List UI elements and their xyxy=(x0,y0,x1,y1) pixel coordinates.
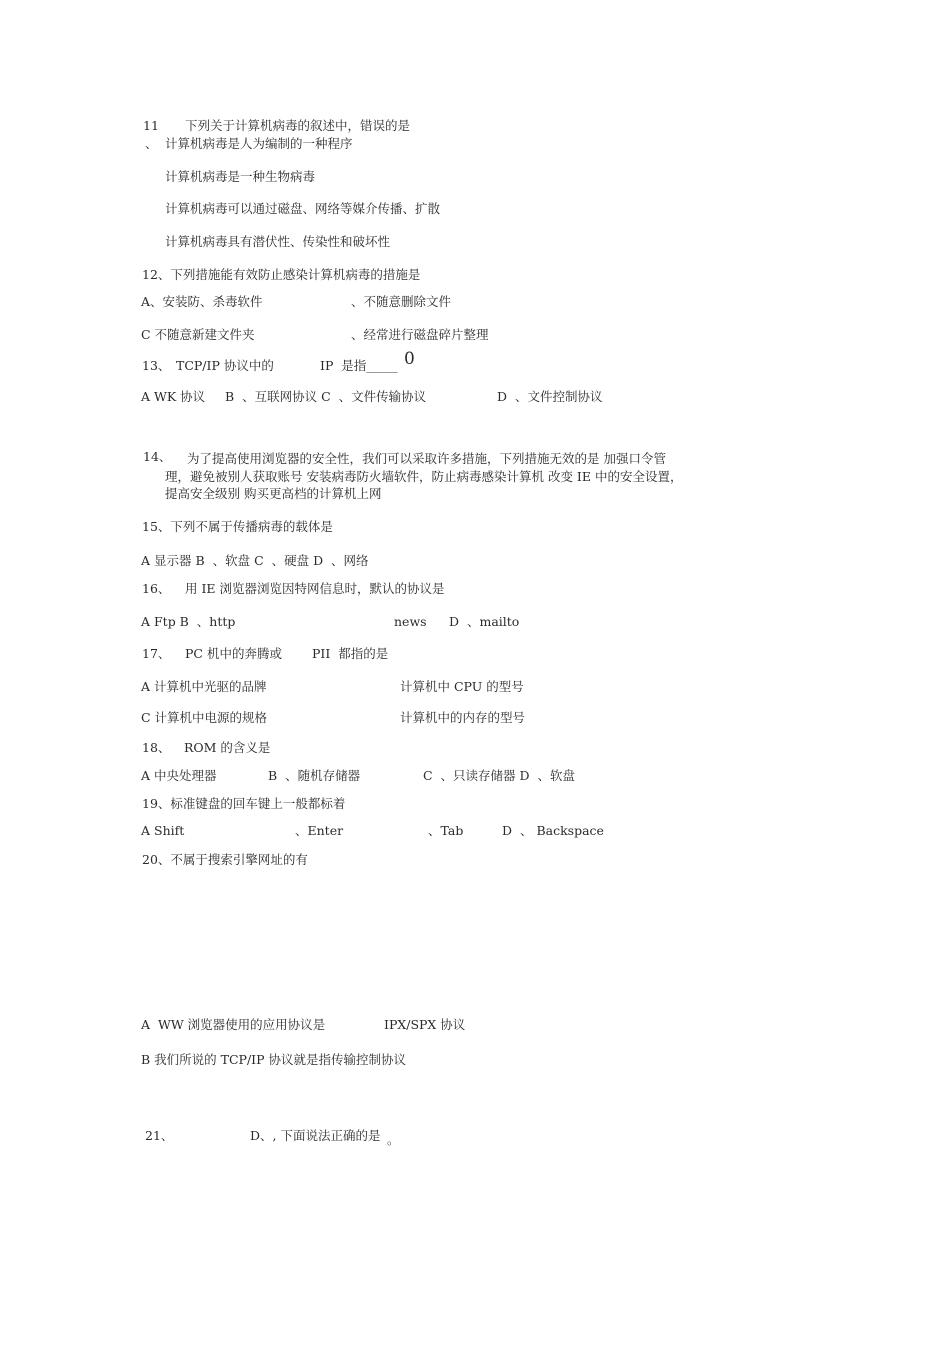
option-b: B 、随机存储器 xyxy=(268,768,361,783)
options-cd: C 、只读存储器 D 、软盘 xyxy=(423,768,575,783)
question-stem-line-3: 提高安全级别 购买更高档的计算机上网 xyxy=(165,486,382,501)
options: A 显示器 B 、软盘 C 、硬盘 D 、网络 xyxy=(141,553,369,568)
question-stem-continued: PII 都指的是 xyxy=(312,646,389,661)
option-b: B 我们所说的 TCP/IP 协议就是指传输控制协议 xyxy=(141,1052,406,1067)
question-stem-continued: IP 是指_____ xyxy=(320,358,398,373)
option-d: 、经常进行磁盘碎片整理 xyxy=(351,327,489,342)
option-d: 计算机中的内存的型号 xyxy=(400,710,526,725)
option-a: A 中央处理器 xyxy=(141,768,217,783)
question-stem: 15、下列不属于传播病毒的载体是 xyxy=(142,519,333,534)
option-b: 、不随意删除文件 xyxy=(351,294,452,309)
option-a: A、安装防、杀毒软件 xyxy=(141,294,263,309)
option-a: A WW 浏览器使用的应用协议是 xyxy=(141,1017,326,1032)
question-stem: 19、标准键盘的回车键上一般都标着 xyxy=(142,796,346,811)
question-number: 13、 xyxy=(142,358,171,373)
option-c: 计算机病毒可以通过磁盘、网络等媒介传播、扩散 xyxy=(165,201,441,216)
options-ab: A Ftp B 、http xyxy=(141,614,236,629)
question-number: 21、 xyxy=(145,1128,174,1143)
options-abc: A WK 协议 B 、互联网协议 C 、文件传输协议 xyxy=(141,389,427,404)
option-a: 计算机病毒是人为编制的一种程序 xyxy=(165,136,353,151)
option-d: D 、 Backspace xyxy=(502,823,604,838)
option-a: A 计算机中光驱的品牌 xyxy=(141,679,267,694)
question-number: 11 xyxy=(143,118,159,133)
question-stem: 用 IE 浏览器浏览因特网信息时，默认的协议是 xyxy=(185,581,445,596)
option-c: news xyxy=(394,614,427,629)
option-a: A Shift xyxy=(141,823,185,838)
question-stem-line-1: 为了提高使用浏览器的安全性，我们可以采取许多措施，下列措施无效的是 加强口令管 xyxy=(187,451,666,466)
question-stem: ROM 的含义是 xyxy=(184,740,271,755)
question-stem: D、, 下面说法正确的是 xyxy=(250,1128,381,1143)
question-number: 16、 xyxy=(142,581,171,596)
question-number: 14、 xyxy=(143,449,172,464)
answer-mark: 0 xyxy=(404,349,415,369)
question-stem: PC 机中的奔腾或 xyxy=(185,646,282,661)
option-b: 、Enter xyxy=(295,823,344,838)
question-stem-line-2: 理，避免被别人获取账号 安装病毒防火墙软件，防止病毒感染计算机 改变 IE 中的安全设置， xyxy=(165,469,683,484)
option-a-continued: IPX/SPX 协议 xyxy=(384,1017,466,1032)
option-c: C 不随意新建文件夹 xyxy=(141,327,255,342)
option-d: 计算机病毒具有潜伏性、传染性和破坏性 xyxy=(165,234,391,249)
option-b: 计算机中 CPU 的型号 xyxy=(400,679,524,694)
question-stem: 下列关于计算机病毒的叙述中，错误的是 xyxy=(185,118,411,133)
option-c: C 计算机中电源的规格 xyxy=(141,710,268,725)
question-stem: 12、下列措施能有效防止感染计算机病毒的措施是 xyxy=(142,267,421,282)
question-stem: 20、不属于搜索引擎网址的有 xyxy=(142,852,308,867)
separator: 、 xyxy=(145,136,158,151)
option-b: 计算机病毒是一种生物病毒 xyxy=(165,169,316,184)
question-number: 17、 xyxy=(142,646,171,661)
option-c: 、Tab xyxy=(428,823,464,838)
question-stem: TCP/IP 协议中的 xyxy=(176,358,274,373)
question-number: 18、 xyxy=(142,740,171,755)
option-d: D 、mailto xyxy=(449,614,520,629)
period-mark: 。 xyxy=(387,1132,400,1147)
option-d: D 、文件控制协议 xyxy=(497,389,603,404)
